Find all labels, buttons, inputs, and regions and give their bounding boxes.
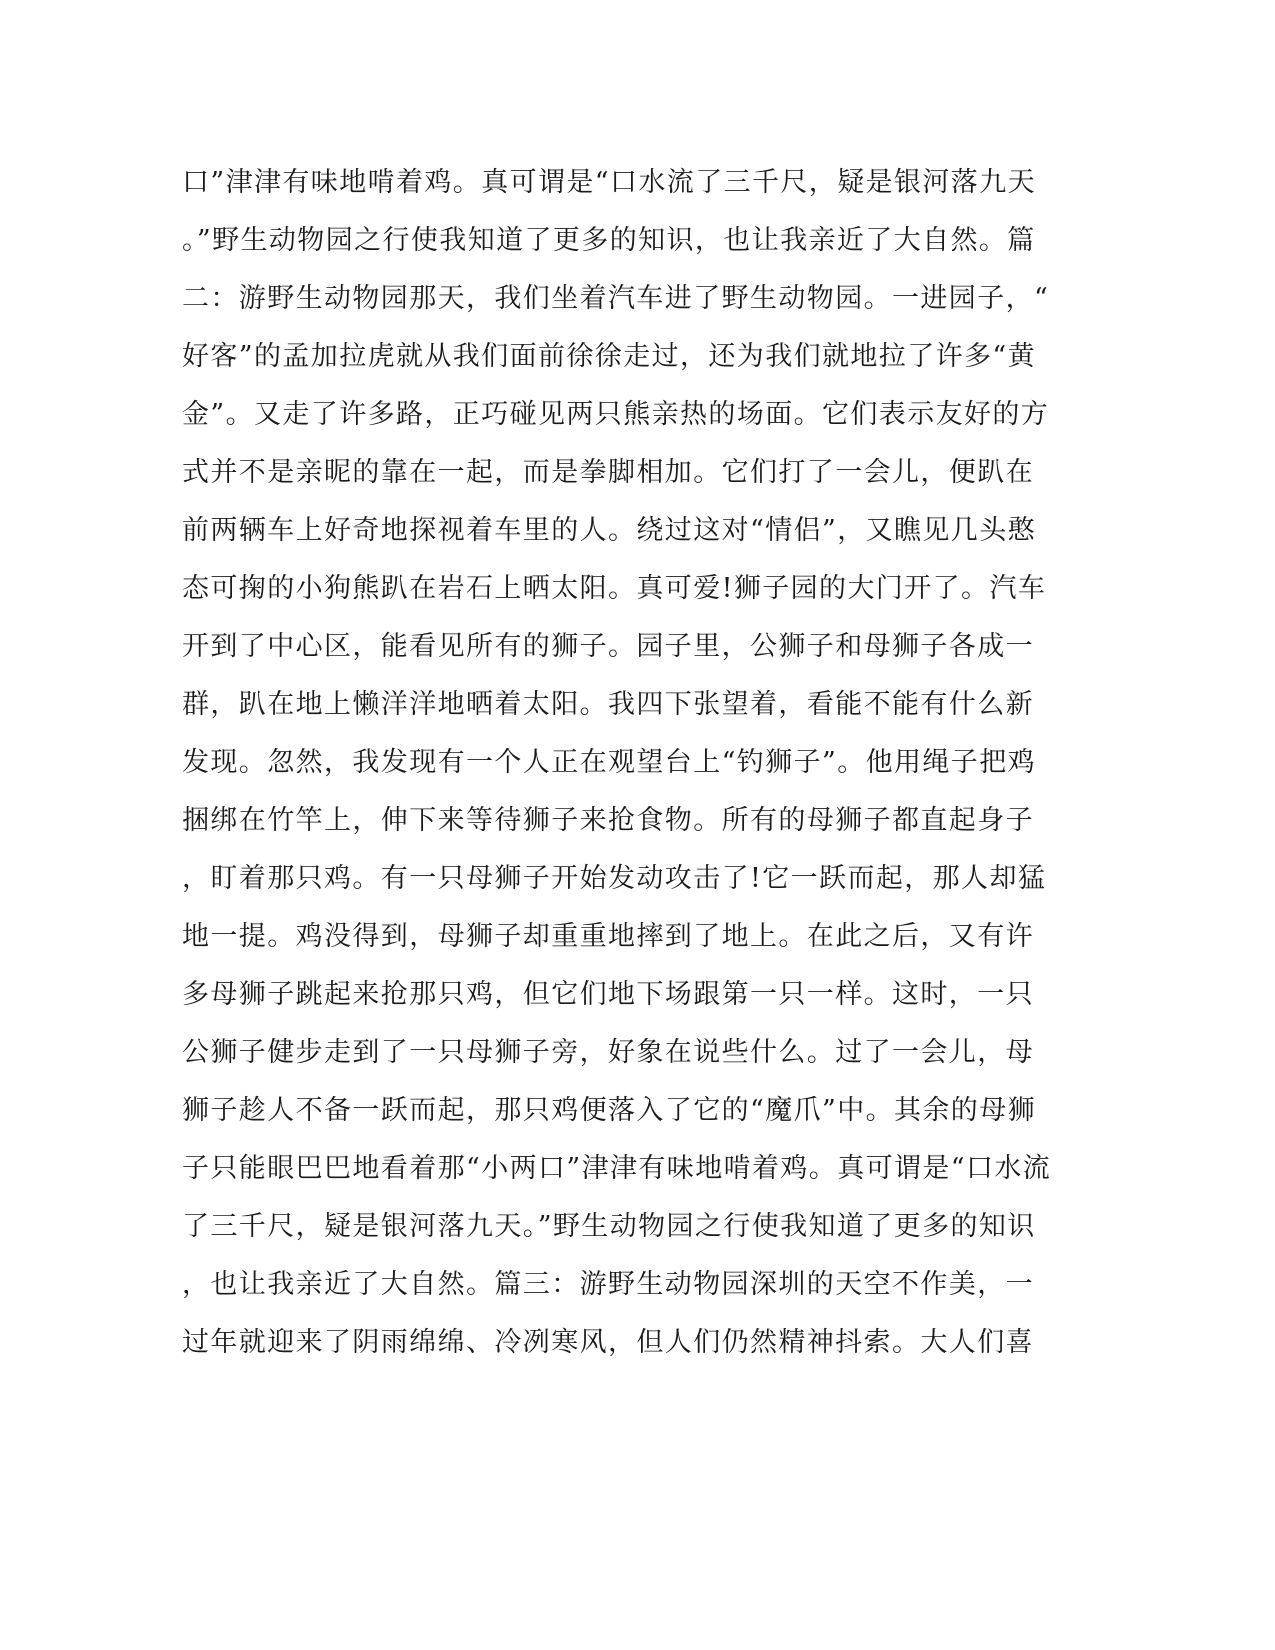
text-line: 狮子趁人不备一跃而起，那只鸡便落入了它的“魔爪”中。其余的母狮 [182, 1095, 1037, 1126]
text-line: 了三千尺，疑是银河落九天。”野生动物园之行使我知道了更多的知识 [182, 1211, 1036, 1242]
text-line: 多母狮子跳起来抢那只鸡，但它们地下场跟第一只一样。这时，一只 [182, 979, 1034, 1010]
text-line: 群，趴在地上懒洋洋地晒着太阳。我四下张望着，看能不能有什么新 [182, 689, 1034, 720]
text-line: ，盯着那只鸡。有一只母狮子开始发动攻击了!它一跃而起，那人却猛 [182, 863, 1047, 894]
text-line: 金”。又走了许多路，正巧碰见两只熊亲热的场面。它们表示友好的方 [182, 399, 1050, 430]
text-line: 发现。忽然，我发现有一个人正在观望台上“钓狮子”。他用绳子把鸡 [182, 747, 1037, 778]
text-line: 地一提。鸡没得到，母狮子却重重地摔到了地上。在此之后，又有许 [182, 921, 1034, 952]
text-line: 式并不是亲昵的靠在一起，而是拳脚相加。它们打了一会儿，便趴在 [182, 457, 1034, 488]
text-line: 捆绑在竹竿上，伸下来等待狮子来抢食物。所有的母狮子都直起身子 [182, 805, 1034, 836]
text-line: 。”野生动物园之行使我知道了更多的知识，也让我亲近了大自然。篇 [182, 225, 1036, 256]
body-text [182, 154, 1052, 1372]
text-line: 子只能眼巴巴地看着那“小两口”津津有味地啃着鸡。真可谓是“口水流 [182, 1153, 1052, 1184]
text-line: 好客”的孟加拉虎就从我们面前徐徐走过，还为我们就地拉了许多“黄 [182, 341, 1037, 372]
text-line: 口”津津有味地啃着鸡。真可谓是“口水流了三千尺，疑是银河落九天 [182, 167, 1037, 198]
text-line: 公狮子健步走到了一只母狮子旁，好象在说些什么。过了一会儿，母 [182, 1037, 1034, 1068]
text-line: ，也让我亲近了大自然。篇三：游野生动物园深圳的天空不作美，一 [182, 1269, 1034, 1300]
text-line: 态可掬的小狗熊趴在岩石上晒太阳。真可爱!狮子园的大门开了。汽车 [182, 573, 1047, 604]
text-line: 二：游野生动物园那天，我们坐着汽车进了野生动物园。一进园子，“ [182, 283, 1050, 314]
text-line: 开到了中心区，能看见所有的狮子。园子里，公狮子和母狮子各成一 [182, 631, 1034, 662]
text-line: 过年就迎来了阴雨绵绵、冷冽寒风，但人们仍然精神抖索。大人们喜 [182, 1327, 1034, 1358]
text-line: 前两辆车上好奇地探视着车里的人。绕过这对“情侣”，又瞧见几头憨 [182, 515, 1037, 546]
